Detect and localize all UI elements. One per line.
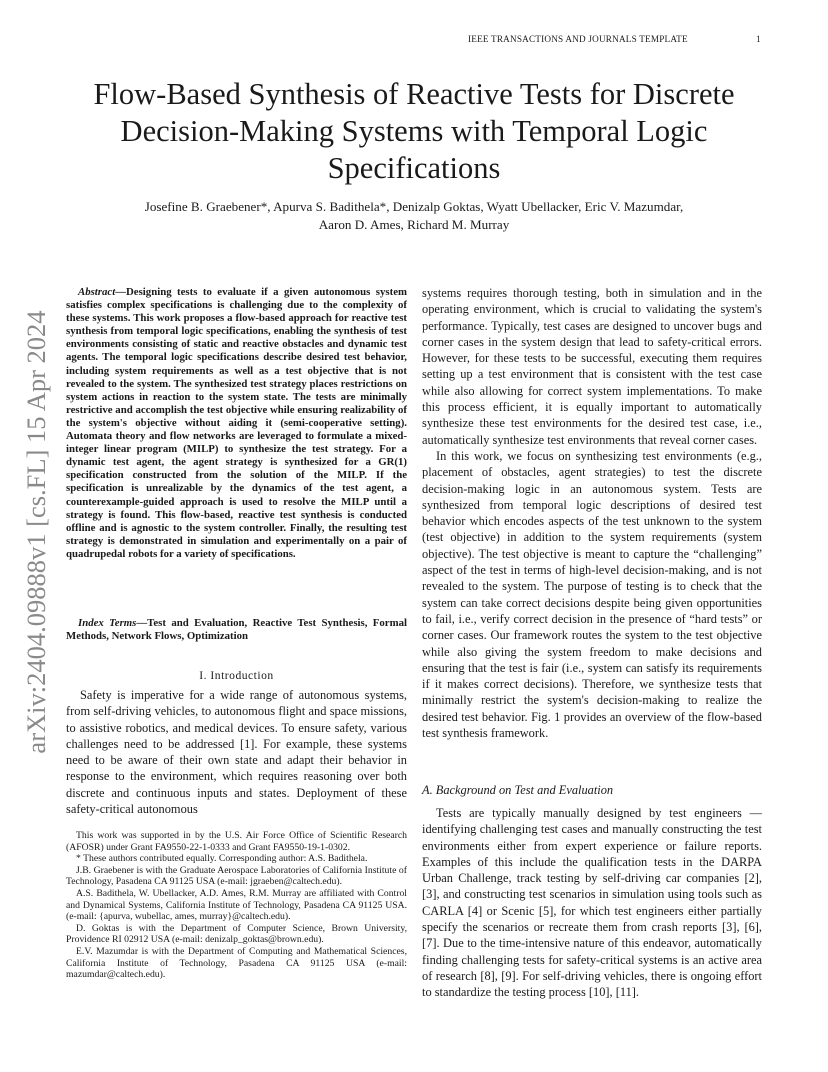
footnotes <box>66 830 407 981</box>
abstract <box>66 286 407 561</box>
right-column-body <box>422 285 762 741</box>
footnote-affiliation-goktas: D. Goktas is with the Department of Computer Science, Brown University, Providence RI 02912 USA (e-mail: denizalp_goktas@brown.edu). <box>66 922 407 946</box>
author-line-2: Aaron D. Ames, Richard M. Murray <box>318 217 510 232</box>
paper-title: Flow-Based Synthesis of Reactive Tests for Discrete Decision-Making Systems with Temporal Logic Specifications <box>93 77 735 185</box>
footnote-funding: This work was supported in by the U.S. Air Force Office of Scientific Research (AFOSR) under Grant FA9550-22-1-0333 and Grant FA9550-19-1-0302. <box>66 830 407 853</box>
footnote-affiliation-graebener: J.B. Graebener is with the Graduate Aerospace Laboratories of California Institute of Technology, Pasadena CA 91125 USA (e-mail: jgraeben@caltech.edu). <box>66 864 407 888</box>
abstract-label: Abstract <box>78 286 116 298</box>
footnote-affiliation-caltech-cds: A.S. Badithela, W. Ubellacker, A.D. Ames, R.M. Murray are affiliated with Control and Dynamical Systems, California Institute of Technology, Pasadena CA 91125 USA. (e-mail: {apurva, wubellac, ames, murray}@caltech.edu). <box>66 887 407 923</box>
right-paragraph-2: In this work, we focus on synthesizing test environments (e.g., placement of obstacles, agent strategies) to test the discrete decision-making logic in an autonomous system. Tests are synthesized from temporal logic descriptions of desired test behavior which encodes aspects of the test unknown to the system (test objective) in addition to the system requirements (system objective). The test objective is meant to capture the “challenging” aspect of the test in terms of high-level decision-making, and is not revealed to the system. The purpose of testing is to check that the system can take correct decisions despite being given opportunities to fail, i.e., verify correct decision in the presence of “hard tests” or corner cases. Our framework routes the system to the test objective while also giving the system freedom to make decisions and ensuring that the test is fair (i.e., system can satisfy its requirements if it makes correct decisions). Therefore, we synthesize tests that minimally restrict the system's decision-making to realize the desired test behavior. Fig. 1 provides an overview of the flow-based test synthesis framework. <box>422 448 762 741</box>
subsection-heading-background: A. Background on Test and Evaluation <box>422 783 614 797</box>
intro-paragraph-1: Safety is imperative for a wide range of autonomous systems, from self-driving vehicles, to autonomous flight and space missions, to assistive robotics, and medical devices. To ensure safety, various challenges need to be addressed [1]. For example, these systems need to be aware of their own state and adapt their behavior in response to the environment, which requires reasoning over both discrete and continuous inputs and states. Deployment of these safety-critical autonomous <box>66 688 407 817</box>
background-paragraph-1: Tests are typically manually designed by test engineers — identifying challenging test cases and manually constructing the test environments either from expert experience or failure reports. Examples of this include the qualification tests in the DARPA Urban Challenge, track testing by self-driving car companies [2], [3], and constructing test scenarios in simulation using tools such as CARLA [4] or Scenic [5], for which test engineers either partially specify the scenarios or recreate them from crash reports [3], [6], [7]. Due to the time-intensive nature of this endeavor, automatically finding challenging tests for safety-critical systems is an active area of research [8], [9]. For self-driving vehicles, there is ongoing effort to standardize the testing process [10], [11]. <box>422 806 762 1000</box>
author-list <box>60 198 768 234</box>
index-terms-text: —Test and Evaluation, Reactive Test Synthesis, Formal Methods, Network Flows, Optimization <box>66 617 407 643</box>
index-terms <box>66 617 407 643</box>
section-heading-introduction: I. Introduction <box>199 669 274 682</box>
footnote-equal-contribution: * These authors contributed equally. Corresponding author: A.S. Badithela. <box>76 853 368 865</box>
author-line-1: Josefine B. Graebener*, Apurva S. Badithela*, Denizalp Goktas, Wyatt Ubellacker, Eric V. Mazumdar, <box>144 199 684 214</box>
footnote-affiliation-mazumdar: E.V. Mazumdar is with the Department of Computing and Mathematical Sciences, California Institute of Technology, Pasadena CA 91125 USA (e-mail: mazumdar@caltech.edu). <box>66 945 407 981</box>
right-paragraph-1: systems requires thorough testing, both in simulation and in the operating environment, which is crucial to validating the system's performance. Typically, test cases are designed to uncover bugs and corner cases in the system design that lead to safety-critical errors. However, for these tests to be successful, executing them requires setting up a test environment that is consistent with the test case while also allowing for correct system implementations. To make this process efficient, it is equally important to automatically synthesize these test environments for the desired test case, i.e., automatically synthesize test environments that reveal corner cases. <box>422 286 762 447</box>
running-header: IEEE TRANSACTIONS AND JOURNALS TEMPLATE <box>468 34 688 44</box>
background-body <box>422 805 762 1001</box>
abstract-text: —Designing tests to evaluate if a given autonomous system satisfies complex specifications is challenging due to the complexity of these systems. This work proposes a flow-based approach for reactive test synthesis from temporal logic specifications, enabling the synthesis of test environments consisting of static and reactive obstacles and dynamic test agents. The temporal logic specifications describe desired test behavior, including system requirements as well as a test objective that is not revealed to the system. The synthesized test strategy places restrictions on system actions in reaction to the system state. The tests are minimally restrictive and accomplish the test objective while ensuring realizability of the system's objective without aiding it (semi-cooperative setting). Automata theory and flow networks are leveraged to formulate a mixed-integer linear program (MILP) to synthesize the test strategy. For a dynamic test agent, the agent strategy is synthesized for a GR(1) specification constructed from the solution of the MILP. If the specification is unrealizable by the dynamics of the test agent, a counterexample-guided approach is used to resolve the MILP until a strategy is found. This flow-based, reactive test synthesis is conducted offline and is agnostic to the system controller. Finally, the resulting test strategy is demonstrated in simulation and experimentally on a pair of quadrupedal robots for a variety of specifications. <box>66 286 407 560</box>
arxiv-identifier-stamp: arXiv:2404.09888v1 [cs.FL] 15 Apr 2024 <box>21 310 51 754</box>
introduction-paragraph <box>66 687 407 817</box>
page-number: 1 <box>756 34 761 44</box>
index-terms-label: Index Terms <box>78 617 137 629</box>
